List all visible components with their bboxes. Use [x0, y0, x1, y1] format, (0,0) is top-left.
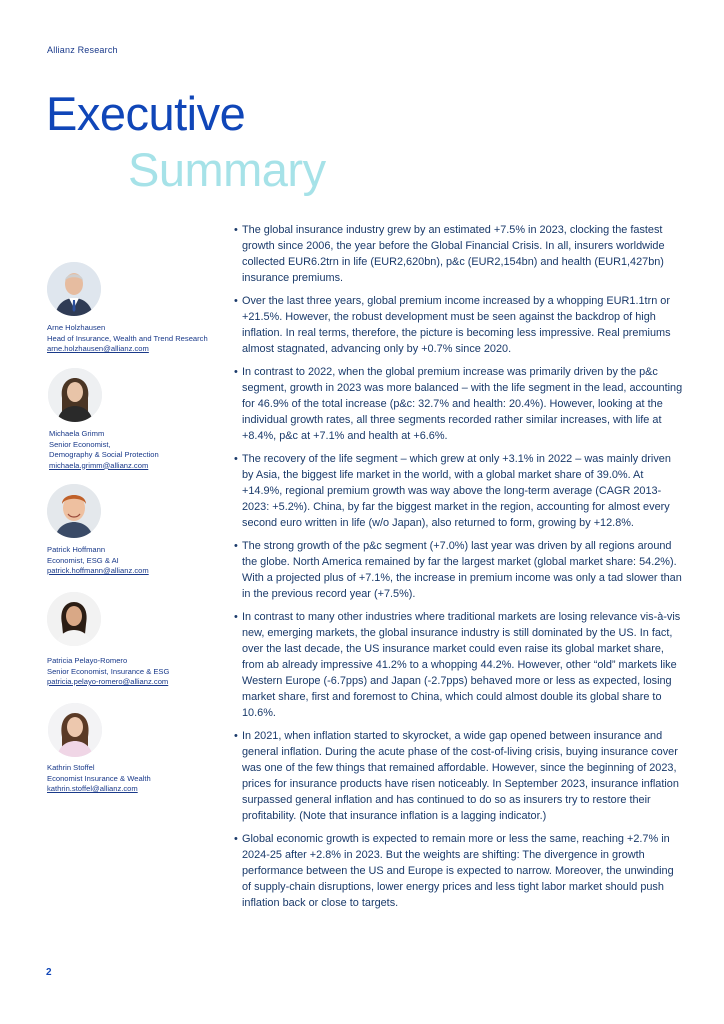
author-email-link[interactable]: patrick.hoffmann@allianz.com — [47, 566, 149, 575]
summary-bullet: • Over the last three years, global premium income increased by a whopping EUR1.1trn or +21.5%. However, the robust development must be seen against the backdrop of high inflation. In real terms, therefore, the picture is becoming less impressive. Real premiums almost stagnated, advancing only by +0.7% since 2020. — [234, 293, 684, 357]
author-email-link[interactable]: arne.holzhausen@allianz.com — [47, 344, 149, 353]
author-role: Senior Economist, Insurance & ESG — [47, 666, 170, 676]
author-name: Arne Holzhausen — [47, 323, 106, 332]
author-info-stoffel — [47, 763, 151, 795]
author-photo-pelayo-romero — [47, 592, 101, 646]
author-info-hoffmann — [47, 545, 149, 577]
summary-bullet: • In contrast to 2022, when the global premium increase was primarily driven by the p&c segment, growth in 2023 was more balanced – with the life segment in the lead, accounting for 46.9% of the total increase (p&c: 32.7% and health: 20.4%). However, looking at the individual growth rates, all three segments recorded rather similar increases, with life at +8.4%, p&c at +7.1% and health at +6.6%. — [234, 364, 684, 444]
summary-bullet: • The global insurance industry grew by an estimated +7.5% in 2023, clocking the fastest growth since 2006, the year before the Global Financial Crisis. In all, insurers worldwide collected EUR6.2trn in life (EUR2,620bn), p&c (EUR2,154bn) and health (EUR1,427bn) insurance premiums. — [234, 222, 684, 286]
summary-bullet: • The recovery of the life segment – which grew at only +3.1% in 2022 – was mainly driven by Asia, the biggest life market in the world, with a global market share of 39.0%. At +14.9%, regional premium growth was way above the long-term average (CAGR 2013-2023: +5.2%). China, by far the biggest market in the region, accounting for almost every second euro written in life (w/o Japan), also returned to form, growing by +12.8%. — [234, 451, 684, 531]
summary-bullet: • The strong growth of the p&c segment (+7.0%) last year was driven by all regions around the globe. North America remained by far the largest market (global market share: 54.2%). With a projected plus of +7.1%, the increase in premium income was only a tad slower than in the previous record year (+7.5%). — [234, 538, 684, 602]
person-icon — [47, 262, 101, 316]
author-name: Patricia Pelayo-Romero — [47, 656, 128, 665]
author-photo-stoffel — [48, 703, 102, 757]
author-email-link[interactable]: kathrin.stoffel@allianz.com — [47, 784, 138, 793]
summary-bullet: • Global economic growth is expected to remain more or less the same, reaching +2.7% in 2024-25 after +2.8% in 2023. But the weights are shifting: The divergence in growth performance between the US and Europe is expected to narrow. Moreover, the unwinding of supply-chain disruptions, lower energy prices and less tight labor market should push inflation back or close to targets. — [234, 831, 684, 911]
author-name: Michaela Grimm — [49, 429, 105, 438]
summary-bullet-list — [234, 222, 684, 918]
author-info-holzhausen — [47, 323, 208, 355]
author-role: Senior Economist, — [49, 439, 111, 449]
author-info-grimm — [49, 429, 159, 471]
author-photo-grimm — [48, 368, 102, 422]
page-number: 2 — [46, 967, 52, 978]
author-info-pelayo-romero — [47, 656, 169, 688]
author-role: Head of Insurance, Wealth and Trend Research — [47, 333, 208, 343]
author-name: Kathrin Stoffel — [47, 763, 95, 772]
author-photo-hoffmann — [47, 484, 101, 538]
author-role: Demography & Social Protection — [49, 450, 159, 459]
person-icon — [48, 703, 102, 757]
person-icon — [48, 368, 102, 422]
author-role: Economist, ESG & AI — [47, 555, 119, 565]
page-title-line2: Summary — [128, 143, 326, 196]
summary-bullet: • In 2021, when inflation started to skyrocket, a wide gap opened between insurance and general inflation. During the acute phase of the cost-of-living crisis, buying insurance cover was one of the few things that remained affordable. However, since the beginning of 2023, prices for insurance products have risen noticeably. In September 2023, insurance inflation surpassed general inflation and has continued to do so as insurers try to restore their profitability. (Note that insurance inflation is a lagging indicator.) — [234, 728, 684, 824]
author-email-link[interactable]: patricia.pelayo-romero@allianz.com — [47, 677, 169, 686]
author-role: Economist Insurance & Wealth — [47, 773, 151, 783]
author-photo-holzhausen — [47, 262, 101, 316]
person-icon — [47, 592, 101, 646]
person-icon — [47, 484, 101, 538]
author-name: Patrick Hoffmann — [47, 545, 106, 554]
author-email-link[interactable]: michaela.grimm@allianz.com — [49, 460, 149, 470]
summary-bullet: • In contrast to many other industries where traditional markets are losing relevance vis-à-vis new, emerging markets, the global insurance industry is still dominated by the US. In fact, over the last decade, the US insurance market could even raise its global market share, from ab already impressive 41.2% to a whopping 44.2%. However, other “old” markets like Western Europe (-6.7pps) and Japan (-2.7pps) behaved more or less as expected, losing market share, first and foremost to China, which could almost double its global share to 10.6%. — [234, 609, 684, 721]
page-title-line1: Executive — [46, 87, 246, 140]
publisher-header: Allianz Research — [47, 45, 118, 55]
